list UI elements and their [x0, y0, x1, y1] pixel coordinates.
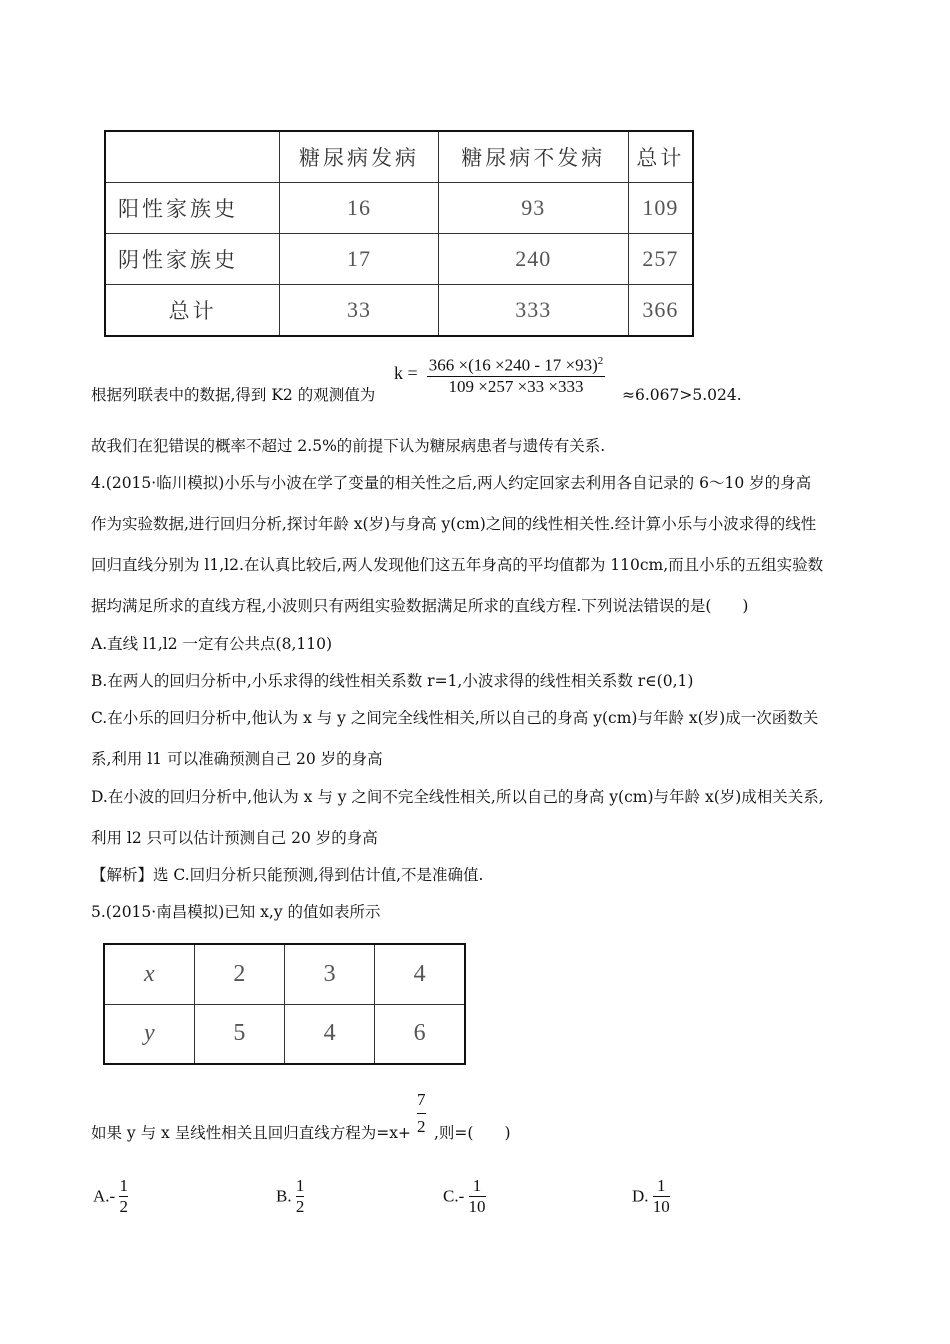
conclusion-text: 故我们在犯错误的概率不超过 2.5%的前提下认为糖尿病患者与遗传有关系. [91, 437, 606, 455]
q5-fraction [417, 1090, 426, 1137]
table-cell: 366 [628, 284, 693, 336]
table-cell: 17 [280, 233, 438, 284]
frac-den: 2 [295, 1197, 305, 1216]
choice-label: D. [632, 1186, 649, 1206]
choice-b [276, 1176, 304, 1217]
q5-equation-prefix: 如果 y 与 x 呈线性相关且回归直线方程为=x+ [91, 1124, 411, 1142]
numerator-text: 366 ×(16 ×240 - 17 ×93) [428, 355, 598, 375]
frac-den: 2 [119, 1197, 128, 1216]
k-formula [394, 351, 605, 397]
choice-sign: - [458, 1186, 469, 1206]
table-cell: 93 [438, 183, 628, 234]
question-4-line: 据均满足所求的直线方程,小波则只有两组实验数据满足所求的直线方程.下列说法错误的是( ) [91, 597, 749, 615]
table-row [105, 284, 693, 336]
option-a: A.直线 l1,l2 一定有公共点(8,110) [91, 635, 333, 653]
choice-d [632, 1176, 670, 1217]
choice-fraction [653, 1176, 670, 1217]
table-row [105, 183, 693, 234]
choice-fraction [119, 1176, 128, 1217]
fraction-bar [417, 1113, 426, 1114]
table-header-cell: 糖尿病不发病 [438, 131, 628, 183]
row-header: 总计 [105, 284, 280, 336]
table-cell: 6 [375, 1004, 465, 1064]
table-row [104, 944, 465, 1004]
table-cell: 4 [285, 1004, 375, 1064]
frac-num: 1 [119, 1176, 128, 1195]
table-cell: 4 [375, 944, 465, 1004]
frac-num: 7 [417, 1090, 426, 1109]
choice-a [93, 1176, 128, 1217]
choice-label: B. [276, 1186, 292, 1206]
table-cell: 257 [628, 233, 693, 284]
table-row [104, 1004, 465, 1064]
option-d-cont: 利用 l2 只可以估计预测自己 20 岁的身高 [91, 829, 378, 847]
frac-num: 1 [295, 1176, 305, 1195]
option-d: D.在小波的回归分析中,他认为 x 与 y 之间不完全线性相关,所以自己的身高 y(cm)与年龄 x(岁)成相关关系, [91, 788, 824, 806]
row-header: 阴性家族史 [105, 233, 280, 284]
question-4-line: 4.(2015·临川模拟)小乐与小波在学了变量的相关性之后,两人约定回家去利用各自记录的 6～10 岁的身高 [91, 474, 812, 492]
table-header-cell: 糖尿病发病 [280, 131, 438, 183]
table-cell: 5 [194, 1004, 284, 1064]
table-cell: 2 [194, 944, 284, 1004]
formula-denominator: 109 ×257 ×33 ×333 [448, 376, 584, 396]
table-header-cell: 总计 [628, 131, 693, 183]
formula-suffix: ≈6.067>5.024. [622, 386, 742, 404]
table-header-row [105, 131, 693, 183]
frac-den: 10 [652, 1197, 670, 1216]
table-cell: 109 [628, 183, 693, 234]
frac-den: 10 [468, 1197, 486, 1216]
row-header: 阳性家族史 [105, 183, 280, 234]
contingency-table [104, 130, 694, 337]
question-5-title: 5.(2015·南昌模拟)已知 x,y 的值如表所示 [91, 903, 381, 921]
choice-fraction [296, 1176, 305, 1217]
xy-table [103, 943, 466, 1065]
option-c: C.在小乐的回归分析中,他认为 x 与 y 之间完全线性相关,所以自己的身高 y(cm)与年龄 x(岁)成一次函数关 [91, 709, 819, 727]
frac-den: 2 [417, 1117, 426, 1136]
formula-fraction [427, 351, 606, 397]
choice-fraction [469, 1176, 486, 1217]
table-cell: 3 [285, 944, 375, 1004]
q5-equation-suffix: ,则=( ) [434, 1124, 511, 1142]
table-header-cell [105, 131, 280, 183]
choice-c [443, 1176, 486, 1217]
choice-sign: - [109, 1186, 120, 1206]
choice-label: C. [443, 1186, 459, 1206]
answer-explanation: 【解析】选 C.回归分析只能预测,得到估计值,不是准确值. [91, 866, 484, 884]
frac-num: 1 [657, 1176, 666, 1195]
option-b: B.在两人的回归分析中,小乐求得的线性相关系数 r=1,小波求得的线性相关系数 r∈(0,1) [91, 672, 694, 690]
formula-prefix: 根据列联表中的数据,得到 K2 的观测值为 [91, 386, 376, 404]
exponent: 2 [597, 355, 604, 367]
table-cell: 33 [280, 284, 438, 336]
question-4-line: 回归直线分别为 l1,l2.在认真比较后,两人发现他们这五年身高的平均值都为 110cm,而且小乐的五组实验数 [91, 556, 824, 574]
table-cell: 333 [438, 284, 628, 336]
row-header: y [104, 1004, 194, 1064]
formula-lhs: k = [394, 363, 418, 384]
option-c-cont: 系,利用 l1 可以准确预测自己 20 岁的身高 [91, 750, 383, 768]
frac-num: 1 [472, 1176, 482, 1195]
formula-numerator [427, 351, 606, 376]
question-4-line: 作为实验数据,进行回归分析,探讨年龄 x(岁)与身高 y(cm)之间的线性相关性.经计算小乐与小波求得的线性 [91, 515, 817, 533]
choice-label: A. [93, 1186, 110, 1206]
row-header: x [104, 944, 194, 1004]
seven-halves [417, 1090, 426, 1137]
table-cell: 16 [280, 183, 438, 234]
table-row [105, 233, 693, 284]
table-cell: 240 [438, 233, 628, 284]
